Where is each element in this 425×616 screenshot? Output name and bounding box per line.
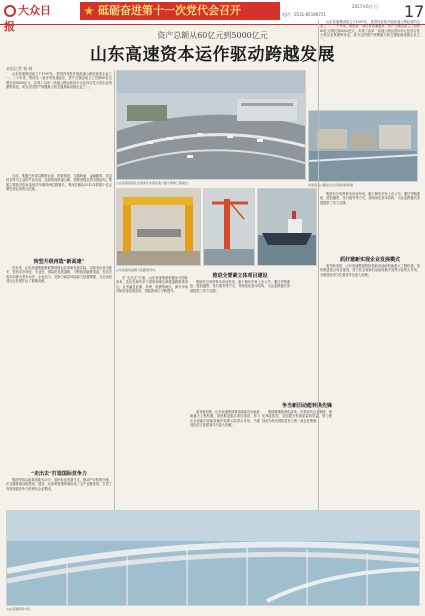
section-heading-2: “走出去”打造国际竞争力 bbox=[31, 471, 87, 477]
caption-1: 山东高速集团在全国率先实现高速公路大修施工新模式。 bbox=[116, 181, 192, 185]
photo-railway-construction bbox=[116, 188, 201, 266]
banner-text: 砥砺奋进第十一次党代会召开 bbox=[98, 4, 241, 17]
logo-ring-icon bbox=[4, 5, 16, 17]
column-rule-1 bbox=[114, 70, 115, 510]
article-headline: 山东高速资本运作驱动跨越发展 bbox=[90, 45, 335, 65]
issue-date: 2017年6月 日 bbox=[352, 4, 378, 9]
body-paragraph-5: 在“走出去”方面，山东高速集团积极参与国际竞争，先后在海外多个国家和地区承建道路桥梁项目，业务遍及亚洲、非洲、欧洲等地区，海外市场开拓取得显著成效，国际影响力不断提升。 bbox=[116, 276, 188, 293]
body-paragraph-7: 面对新形势，山东高速集团将抢抓新旧动能转换重大工程机遇，加快推进重点项目建设，努力在全省新旧动能转换中发挥示范带头作用，为建设经济文化强省作出更大贡献。 bbox=[190, 410, 260, 427]
right-paragraph-2: 集团充分发挥资本市场作用，旗下拥有多家上市公司，通过并购重组、股权融资、发行债券等方式，持续优化资本结构，为企业跨越式发展提供了有力支撑。 bbox=[320, 192, 420, 205]
body-paragraph-2: 目前，集团已形成以路桥运营、投资建设、交通物流、金融服务、信息技术等为主业的产业布局，运营管理高速公路、铁路里程位居全国前列。集团主要经济指标连续多年保持两位数增长，利润总额由2012年的数十亿元增长到目前的百亿级。 bbox=[6, 174, 112, 191]
photo-sea-bridge bbox=[6, 510, 420, 606]
body-paragraph-6: 集团充分发挥资本市场作用，旗下拥有多家上市公司，通过并购重组、股权融资、发行债券等方式，持续优化资本结构，为企业跨越式发展提供了有力支撑。 bbox=[190, 280, 290, 293]
body-paragraph-8: 集团将继续深化改革，完善现代企业制度，强化风险防控，全面提升发展质量和效益，努力建设成为具有国际竞争力的一流企业集团。 bbox=[262, 410, 332, 423]
photo-traffic-hub bbox=[116, 70, 306, 180]
sea-bridge-image bbox=[7, 511, 419, 605]
star-icon bbox=[84, 6, 94, 16]
party-congress-banner bbox=[80, 2, 280, 20]
railway-construction-image bbox=[117, 189, 200, 265]
photo-ship bbox=[257, 188, 317, 266]
logo-text: 大众日报 bbox=[4, 4, 51, 33]
caption-2: 中国高速公路综合运营服务新版图 bbox=[308, 183, 354, 187]
body-paragraph-3: 近年来，山东高速集团紧紧围绕国企改革和发展实际，以资本运营为抓手，坚持走市场化、专业化、国际化发展道路，不断拓宽融资渠道，先后完成多项重大资本运作，企业活力、竞争力和抗风险能力显著增强，为全省经济社会发展作出了积极贡献。 bbox=[6, 266, 112, 283]
traffic-hub-image bbox=[117, 71, 305, 179]
caption-4: 山东高速跨海大桥。 bbox=[6, 607, 34, 611]
right-paragraph-3: 面对新形势，山东高速集团将抢抓新旧动能转换重大工程机遇，加快推进重点项目建设，努力在全省新旧动能转换中发挥示范带头作用，为建设经济文化强省作出更大贡献。 bbox=[320, 264, 420, 277]
right-paragraph-1: 山东高速集团成立于1997年，是国内首批开展高速公路经营的企业之一。二十年来，集团从一条济青高速起步，资产总额由成立之初的60亿元增长到5000亿元，实现了由单一高速公路运营向多元化综合性大型企业集团的转变，成为全国资产规模最大的交通基础设施企业之一。 bbox=[320, 20, 420, 42]
body-paragraph-1: 山东高速集团成立于1997年，是国内首批开展高速公路经营的企业之一。二十年来，集团从一条济青高速起步，资产总额由成立之初的60亿元增长到5000亿元，实现了由单一高速公路运营向多元化综合性大型企业集团的转变，成为全国资产规模最大的交通基础设施企业之一。 bbox=[6, 72, 112, 89]
section-heading-1: 转型升级再造“新高速” bbox=[33, 259, 85, 265]
section-heading-3: 推进全要素立体项目建设 bbox=[212, 273, 268, 279]
body-paragraph-4: 集团坚持以改革创新为动力，加快转变发展方式，推动产业转型升级，在交通基础设施投资、建设、运营和管理领域形成了全产业链优势，打造了具有较强竞争力的现代企业集团。 bbox=[6, 478, 112, 491]
article-subtitle: 资产总额从60亿元到5000亿元 bbox=[157, 31, 268, 40]
photo-crane bbox=[203, 188, 255, 266]
crane-image bbox=[204, 189, 254, 265]
byline: 本报记者 杨 峰 bbox=[6, 66, 33, 71]
port-aerial-image bbox=[309, 111, 417, 181]
page-number: 17 bbox=[404, 2, 425, 21]
column-rule-2 bbox=[318, 20, 319, 510]
caption-3: 山东高速集团旗下铁路建设中。 bbox=[116, 268, 159, 272]
newspaper-logo bbox=[4, 2, 56, 33]
phone-number: 电话：0531-85196721 bbox=[282, 12, 326, 17]
ship-image bbox=[258, 189, 316, 265]
photo-port-aerial bbox=[308, 110, 418, 182]
section-heading-5: 抓好建新实现企业发展模式 bbox=[339, 257, 400, 263]
section-heading-4: 争当新旧动能转换先锋 bbox=[281, 403, 332, 409]
